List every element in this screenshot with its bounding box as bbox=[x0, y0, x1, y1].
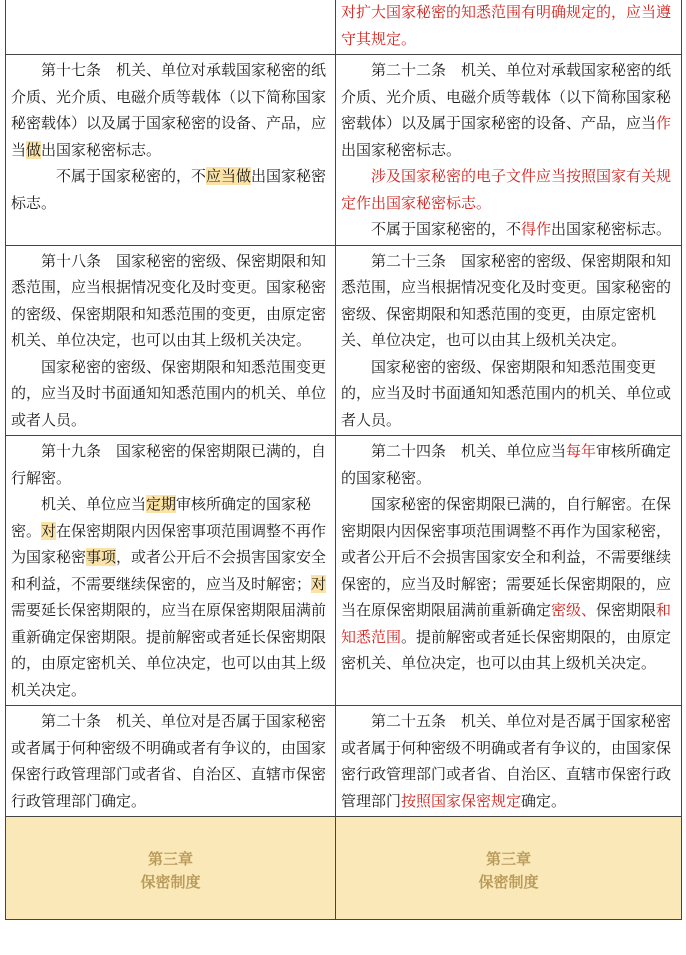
paragraph bbox=[341, 354, 676, 434]
old-text-cell bbox=[6, 0, 336, 55]
changed-text: 对扩大国家秘密的知悉范围有明确规定的，应当遵守其规定。 bbox=[341, 3, 672, 48]
paragraph bbox=[341, 438, 676, 491]
paragraph bbox=[341, 708, 676, 814]
old-text-cell bbox=[6, 436, 336, 706]
old-text-cell bbox=[6, 245, 336, 436]
highlighted-text: 应当做 bbox=[206, 167, 252, 185]
changed-text: 每年 bbox=[566, 442, 597, 460]
paragraph bbox=[11, 708, 330, 814]
paragraph bbox=[11, 438, 330, 491]
text-run: 出国家秘密标志。 bbox=[341, 140, 462, 159]
text-run: 出国家秘密标志。 bbox=[11, 167, 327, 212]
new-text-cell bbox=[336, 55, 682, 246]
paragraph bbox=[11, 354, 330, 434]
changed-text: 密级、 bbox=[551, 601, 597, 619]
text-run: 在保密期限内因保密事项范围调整不再作为国家秘密 bbox=[11, 521, 327, 566]
chapter-title: 保密制度 bbox=[478, 873, 539, 891]
text-run: 不属于国家秘密的，不 bbox=[371, 220, 522, 238]
chapter-heading-new bbox=[336, 817, 682, 920]
text-run: 出国家秘密标志。 bbox=[41, 140, 162, 159]
changed-text: 按照国家保密规定 bbox=[401, 791, 522, 810]
chapter-title: 保密制度 bbox=[140, 873, 201, 891]
paragraph bbox=[341, 491, 676, 677]
highlighted-text: 做 bbox=[26, 140, 42, 159]
text-run: 国家秘密的密级、保密期限和知悉范围变更的，应当及时书面通知知悉范围内的机关、单位或者人员。 bbox=[11, 357, 327, 429]
paragraph bbox=[341, 163, 676, 216]
chapter-number: 第三章 bbox=[485, 850, 531, 868]
paragraph bbox=[341, 0, 676, 52]
text-run: 第二十四条 机关、单位应当 bbox=[371, 442, 567, 460]
highlighted-text: 定期 bbox=[146, 495, 177, 513]
text-run: 审核所确定的国家秘密。 bbox=[11, 495, 312, 540]
comparison-row-continuation bbox=[6, 0, 682, 55]
new-text-cell bbox=[336, 706, 682, 817]
comparison-row-article-19-24 bbox=[6, 436, 682, 706]
paragraph bbox=[11, 163, 330, 216]
text-run: 第十九条 国家秘密的保密期限已满的，自行解密。 bbox=[11, 442, 327, 487]
changed-text: 作 bbox=[656, 114, 672, 132]
text-run: 第十八条 国家秘密的密级、保密期限和知悉范围，应当根据情况变化及时变更。国家秘密的密级、保密期限和知悉范围的变更，由原定密机关、单位决定，也可以由其上级机关决定。 bbox=[11, 251, 327, 349]
text-run: 出国家秘密标志。 bbox=[551, 220, 672, 238]
law-comparison-table bbox=[5, 0, 682, 920]
chapter-heading-row bbox=[6, 817, 682, 920]
comparison-row-article-18-23 bbox=[6, 245, 682, 436]
new-text-cell bbox=[336, 436, 682, 706]
old-text-cell bbox=[6, 55, 336, 246]
text-run: 。提前解密或者延长保密期限的，由原定密机关、单位决定，也可以由其上级机关决定。 bbox=[341, 627, 672, 672]
highlighted-text: 对 bbox=[41, 521, 57, 540]
comparison-row-article-20-25 bbox=[6, 706, 682, 817]
paragraph bbox=[11, 57, 330, 163]
highlighted-text: 对 bbox=[311, 574, 327, 593]
old-text-cell bbox=[6, 706, 336, 817]
comparison-row-article-17-22 bbox=[6, 55, 682, 246]
paragraph bbox=[341, 57, 676, 163]
text-run: 第二十条 机关、单位对是否属于国家秘密或者属于何种密级不明确或者有争议的，由国家保密行政管理部门或者省、自治区、直辖市保密行政管理部门确定。 bbox=[11, 712, 327, 810]
text-run: 第十七条 机关、单位对承载国家秘密的纸介质、光介质、电磁介质等载体（以下简称国家秘密载体）以及属于国家秘密的设备、产品，应当 bbox=[11, 61, 327, 159]
text-run: ，或者公开后不会损害国家安全和利益，不需要继续保密的，应当及时解密； bbox=[11, 548, 327, 593]
paragraph bbox=[341, 248, 676, 354]
text-run: 第二十三条 国家秘密的密级、保密期限和知悉范围，应当根据情况变化及时变更。国家秘密的密级、保密期限和知悉范围的变更，由原定密机关、单位决定，也可以由其上级机关决定。 bbox=[341, 251, 672, 349]
highlighted-text: 事项 bbox=[86, 548, 117, 566]
paragraph bbox=[11, 248, 330, 354]
text-run: 确定。 bbox=[521, 791, 567, 810]
changed-text: 和知悉范围 bbox=[341, 601, 672, 646]
chapter-heading-old bbox=[6, 817, 336, 920]
text-run: 机关、单位应当 bbox=[41, 495, 147, 513]
text-run: 第二十二条 机关、单位对承载国家秘密的纸介质、光介质、电磁介质等载体（以下简称国家秘密载体）以及属于国家秘密的设备、产品，应当 bbox=[341, 61, 672, 132]
text-run: 不属于国家秘密的，不 bbox=[56, 167, 207, 185]
text-run: 国家秘密的密级、保密期限和知悉范围变更的，应当及时书面通知知悉范围内的机关、单位或者人员。 bbox=[341, 357, 672, 429]
chapter-number: 第三章 bbox=[147, 850, 193, 868]
text-run: 需要延长保密期限的，应当在原保密期限届满前重新确定保密期限。提前解密或者延长保密期限的，由原定密机关、单位决定，也可以由其上级机关决定。 bbox=[11, 601, 327, 699]
new-text-cell bbox=[336, 245, 682, 436]
text-run: 第二十五条 机关、单位对是否属于国家秘密或者属于何种密级不明确或者有争议的，由国家保密行政管理部门或者省、自治区、直辖市保密行政管理部门 bbox=[341, 712, 672, 810]
text-run: 国家秘密的保密期限已满的，自行解密。在保密期限内因保密事项范围调整不再作为国家秘密，或者公开后不会损害国家安全和利益，不需要继续保密的，应当及时解密；需要延长保密期限的，应当在原保密期限届满前重新确定 bbox=[341, 495, 672, 619]
changed-text: 涉及国家秘密的电子文件应当按照国家有关规定作出国家秘密标志。 bbox=[341, 167, 672, 212]
new-text-cell bbox=[336, 0, 682, 55]
text-run: 审核所确定的国家秘密。 bbox=[341, 442, 672, 487]
paragraph bbox=[341, 216, 676, 243]
changed-text: 得作 bbox=[521, 220, 552, 238]
text-run: 保密期限 bbox=[596, 601, 657, 619]
paragraph bbox=[11, 491, 330, 703]
